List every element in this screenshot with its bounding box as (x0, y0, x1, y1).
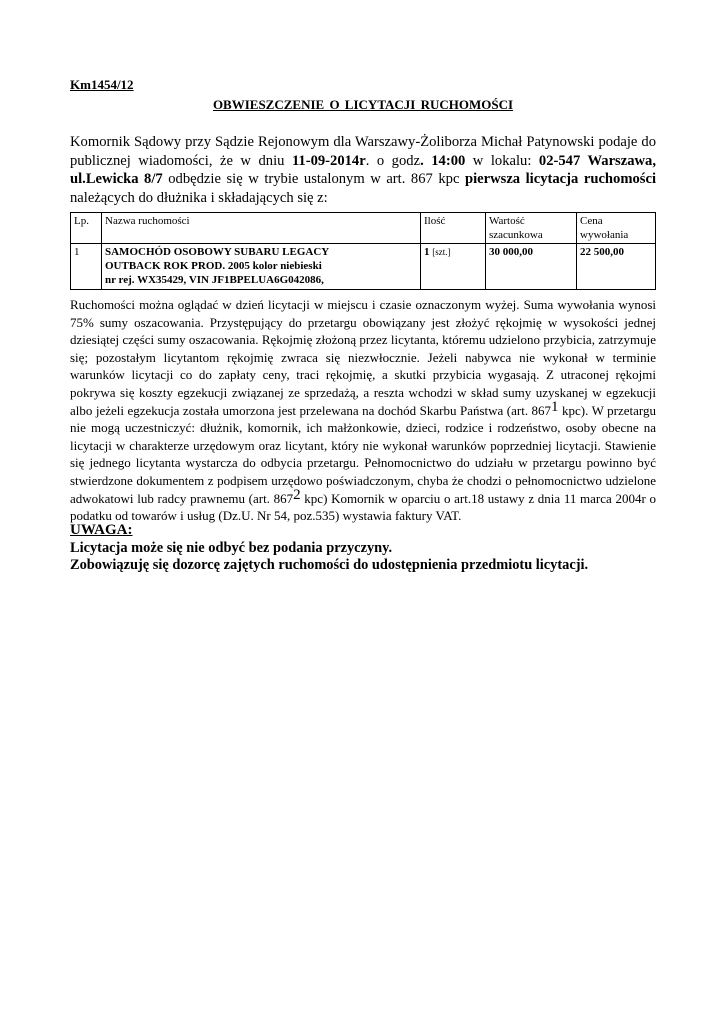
auction-time: 14:00 (431, 152, 466, 169)
row-lp: 1 (71, 244, 102, 290)
row-name-line2: OUTBACK ROK PROD. 2005 kolor niebieski (105, 260, 322, 272)
intro-text-5: należących do dłużnika i składających się z: (70, 189, 328, 206)
items-table (70, 212, 656, 290)
header-value-line1: Wartość (489, 215, 525, 227)
table-row (71, 244, 656, 290)
header-name: Nazwa ruchomości (102, 213, 421, 244)
row-name (102, 244, 421, 290)
table-header-row (71, 213, 656, 244)
terms-text-3: kpc) Komornik w oparciu o art.18 ustawy z dnia 11 marca 2004r o podatku od towarów i usług (Dz.U. Nr 54, poz.535) wystawia faktury VAT. (70, 490, 656, 524)
notice-line-1: Licytacja może się nie odbyć bez podania przyczyny. (70, 540, 393, 556)
auction-date: 11-09-2014r (291, 152, 366, 169)
case-number: Km1454/12 (70, 77, 134, 92)
intro-paragraph (70, 133, 656, 207)
intro-text-2: . o godz (365, 152, 421, 169)
row-price: 22 500,00 (577, 244, 656, 290)
terms-sup-1: 1 (551, 398, 559, 415)
notice-line-2: Zobowiązuję się dozorcę zajętych ruchomości do udostępnienia przedmiotu licytacji. (70, 557, 589, 573)
header-price-line2: wywołania (580, 229, 629, 241)
intro-text-1: Komornik Sądowy przy Sądzie Rejonowym dla Warszawy-Żoliborza Michał Patynowski podaje do publicznej wiadomości, że w dniu (70, 134, 656, 169)
auction-type: pierwsza licytacja ruchomości (464, 171, 656, 187)
header-price (577, 213, 656, 244)
terms-text-2: kpc). W przetargu nie mogą uczestniczyć: dłużnik, komornik, ich małżonkowie, dzieci, rodzice i rodzeństwo, osoby obecne na licytacji w charakterze urzędowym oraz licytant, który nie wykonał warunków poprzedniej licytacji. Stawienie się jednego licytanta wystarcza do odbycia przetargu. Pełnomocnictwo do udziału w przetargu powinno być stwierdzone dokumentem z podpisem urzędowo poświadczonym, chyba że chodzi o pełnomocnictwo udzielone adwokatowi lub radcy prawnemu (art. 867 (70, 402, 656, 506)
row-qty (421, 244, 486, 290)
header-price-line1: Cena (580, 215, 603, 227)
header-qty: Ilość (421, 213, 486, 244)
header-lp: Lp. (71, 213, 102, 244)
document-heading: OBWIESZCZENIE O LICYTACJI RUCHOMOŚCI (212, 97, 514, 112)
intro-text-4: odbędzie się w trybie ustalonym w art. 867 kpc (162, 171, 465, 187)
header-value-line2: szacunkowa (489, 229, 543, 241)
notice-title: UWAGA: (70, 522, 133, 538)
auction-address: 02-547 Warszawa, ul.Lewicka 8/7 (70, 152, 656, 187)
row-name-line1: SAMOCHÓD OSOBOWY SUBARU LEGACY (105, 246, 330, 258)
terms-text-1: Ruchomości można oglądać w dzień licytacji w miejscu i czasie oznaczonym wyżej. Suma wywołania wynosi 75% sumy oszacowania. Przystępujący do przetargu obowiązany jest złożyć rękojmię w wysokości jednej dziesiątej części sumy oszacowania. Rękojmię złożoną przez licytanta, któremu udzielono przybicia, zatrzymuje się; pozostałym licytantom rękojmię zwraca się niezwłocznie. Jeżeli nabywca nie wykonał w terminie warunków licytacji co do zapłaty ceny, traci rękojmię, a skutki przybicia wygasają. Z utraconej rękojmi pokrywa się koszty egzekucji związanej ze sprzedażą, a reszta wchodzi w skład sumy uzyskanej w egzekucji albo jeżeli egzekucja została umorzona jest przelewana na dochód Skarbu Państwa (art. 867 (70, 297, 656, 418)
row-name-line3: nr rej. WX35429, VIN JF1BPELUA6G042086, (105, 274, 324, 286)
row-qty-unit: [szt.] (432, 247, 451, 257)
terms-paragraph (70, 296, 656, 525)
terms-sup-2: 2 (293, 486, 301, 503)
intro-dot: . (420, 152, 424, 169)
header-value (486, 213, 577, 244)
row-qty-value: 1 (424, 246, 430, 258)
row-value: 30 000,00 (486, 244, 577, 290)
intro-text-3: w lokalu: (465, 152, 539, 169)
